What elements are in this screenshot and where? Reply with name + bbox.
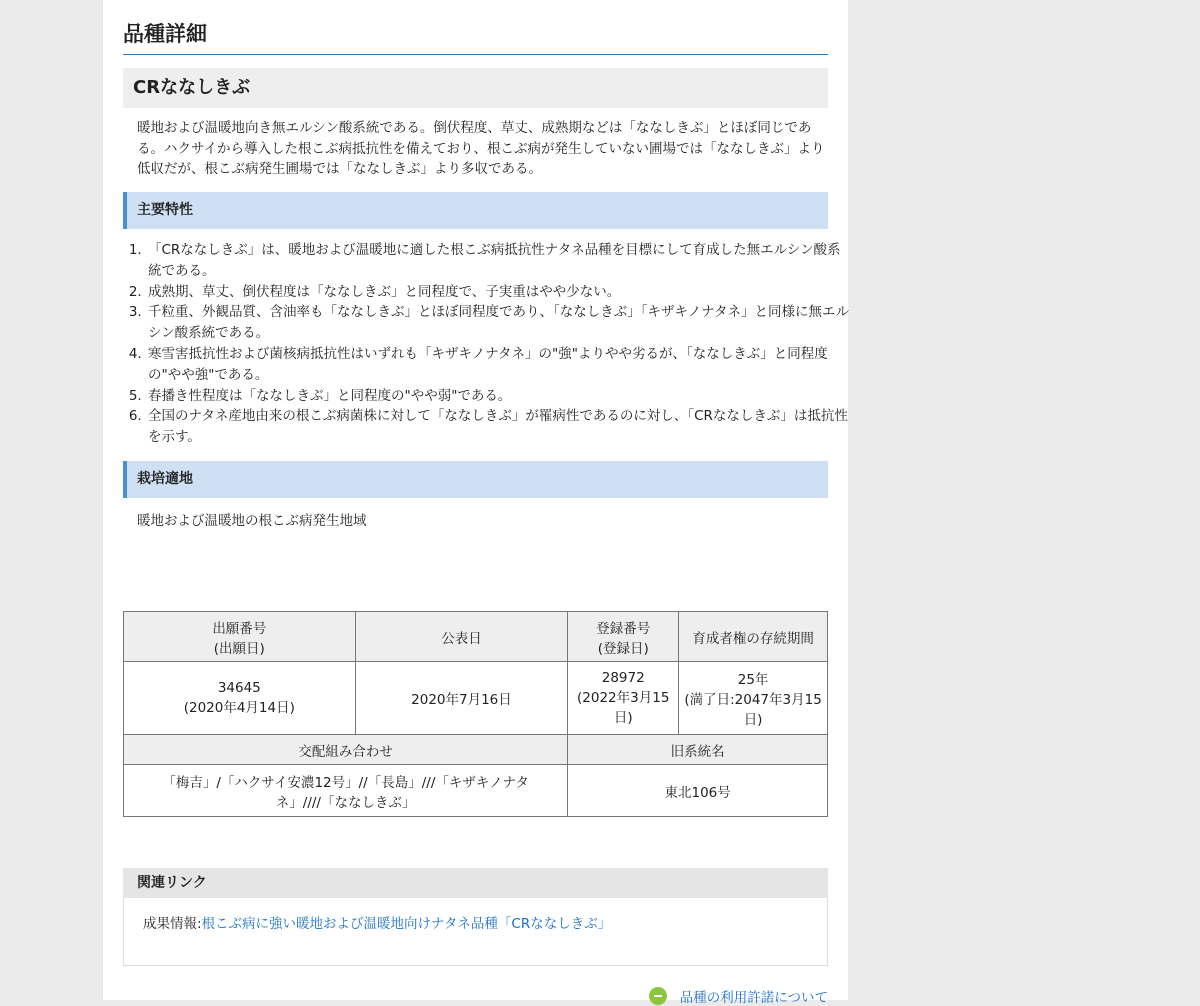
related-link[interactable]: 根こぶ病に強い暖地および温暖地向けナタネ品種「CRななしきぶ」 <box>201 916 612 932</box>
registration-table <box>123 611 828 817</box>
variety-description: 暖地および温暖地向き無エルシン酸系統である。倒伏程度、草丈、成熟期などは「ななしきぶ」とほぼ同じである。ハクサイから導入した根こぶ病抵抗性を備えており、根こぶ病が発生していない圃場では「ななしきぶ」より低収だが、根こぶ病発生圃場では「ななしきぶ」より多収である。 <box>137 120 825 177</box>
cross-combination-header: 交配組み合わせ <box>124 735 568 765</box>
feature-item: 4. 寒雪害抵抗性および菌核病抵抗性はいずれも「キザキノナタネ」の"強"よりやや劣るが、「ななしきぶ」と同程度の"やや強"である。 <box>146 344 851 386</box>
table-header-row <box>124 612 828 662</box>
license-link-label: 品種の利用許諾について <box>679 990 828 1006</box>
features-list <box>123 240 851 448</box>
cultivation-heading: 栽培適地 <box>123 461 828 498</box>
old-line-name-cell: 東北106号 <box>568 765 828 817</box>
cross-combination-cell: 「梅吉」/「ハクサイ安濃12号」//「長島」///「キザキノナタネ」////「ななしきぶ」 <box>124 765 568 817</box>
feature-item: 1. 「CRななしきぶ」は、暖地および温暖地に適した根こぶ病抵抗性ナタネ品種を目標にして育成した無エルシン酸系統である。 <box>146 240 851 282</box>
related-links-heading: 関連リンク <box>123 868 828 898</box>
old-line-name-header: 旧系統名 <box>568 735 828 765</box>
application-number-header: 出願番号 (出願日) <box>124 612 356 662</box>
content-panel <box>103 0 850 1006</box>
features-heading: 主要特性 <box>123 192 828 229</box>
breeder-right-period-cell: 25年 (満了日:2047年3月15日) <box>679 662 828 735</box>
publication-date-cell: 2020年7月16日 <box>355 662 568 735</box>
variety-name-header: CRななしきぶ <box>123 68 828 108</box>
table-row <box>124 662 828 735</box>
publication-date-header: 公表日 <box>355 612 568 662</box>
related-link-prefix: 成果情報: <box>143 916 202 932</box>
table-header-row <box>124 735 828 765</box>
cultivation-area-text: 暖地および温暖地の根こぶ病発生地域 <box>137 513 367 529</box>
registration-number-cell: 28972 (2022年3月15日) <box>568 662 679 735</box>
page-title: 品種詳細 <box>123 18 828 55</box>
license-link[interactable] <box>649 986 828 1006</box>
breeder-right-period-header: 育成者権の存続期間 <box>679 612 828 662</box>
arrow-circle-icon <box>649 987 667 1005</box>
application-number-cell: 34645 (2020年4月14日) <box>124 662 356 735</box>
related-links-box <box>123 898 828 966</box>
feature-item: 5. 春播き性程度は「ななしきぶ」と同程度の"やや弱"である。 <box>146 386 851 407</box>
table-row <box>124 765 828 817</box>
feature-item: 3. 千粒重、外観品質、含油率も「ななしきぶ」とほぼ同程度であり、「ななしきぶ」「キザキノナタネ」と同様に無エルシン酸系統である。 <box>146 302 851 344</box>
feature-item: 2. 成熟期、草丈、倒伏程度は「ななしきぶ」と同程度で、子実重はやや少ない。 <box>146 282 851 303</box>
registration-number-header: 登録番号 (登録日) <box>568 612 679 662</box>
feature-item: 6. 全国のナタネ産地由来の根こぶ病菌株に対して「ななしきぶ」が罹病性であるのに対し、「CRななしきぶ」は抵抗性を示す。 <box>146 406 851 448</box>
